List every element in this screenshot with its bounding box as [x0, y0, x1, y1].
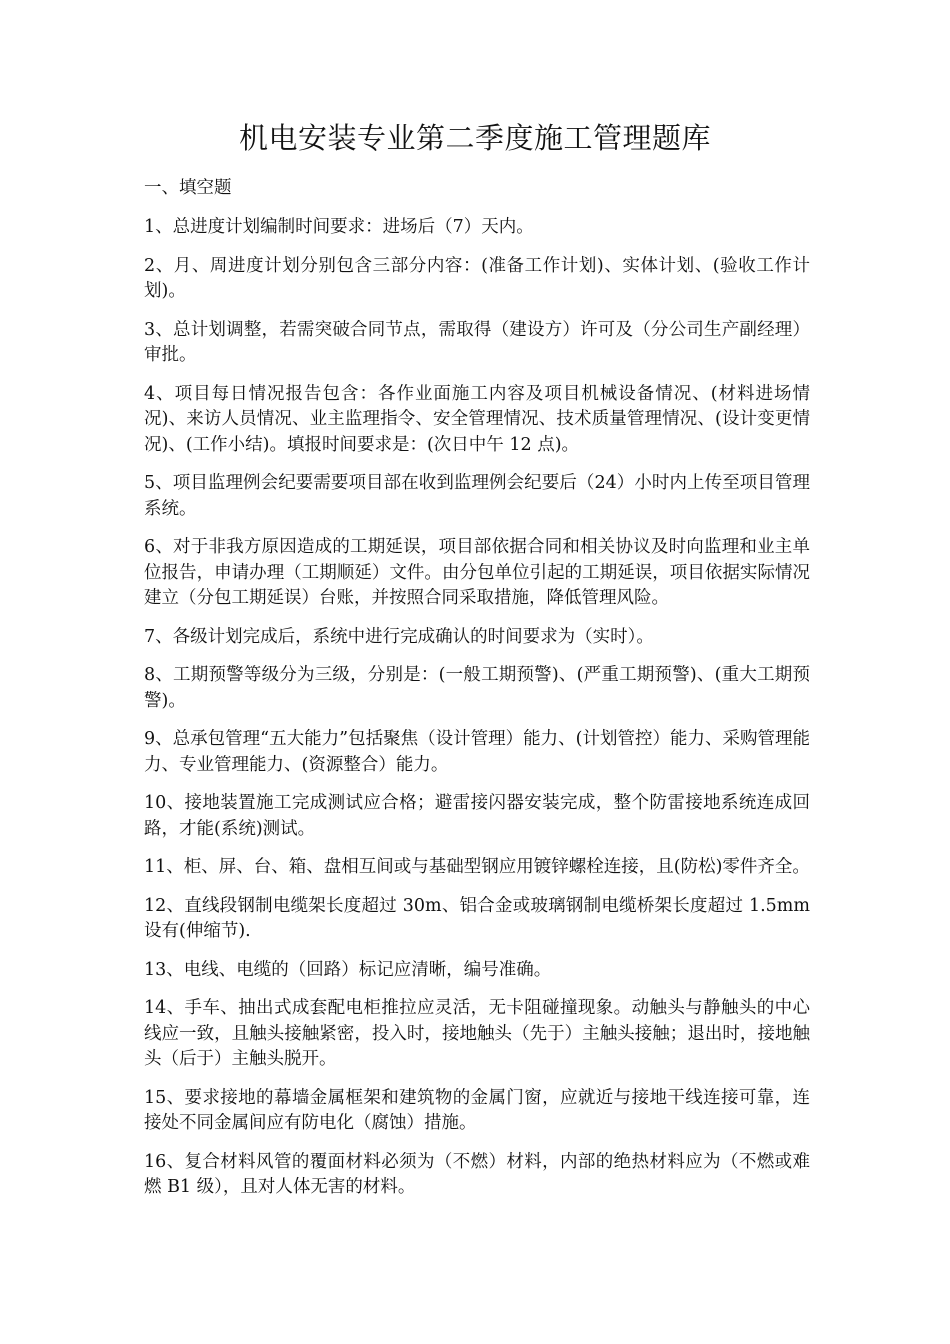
document-title: 机电安装专业第二季度施工管理题库 [238, 121, 711, 155]
question-2: 2、月、周进度计划分别包含三部分内容：(准备工作计划)、实体计划、(验收工作计划)。 [144, 255, 810, 301]
question-4: 4、项目每日情况报告包含：各作业面施工内容及项目机械设备情况、(材料进场情况)、来访人员情况、业主监理指令、安全管理情况、技术质量管理情况、(设计变更情况)、(工作小结)。填报时间要求是：(次日中午 12 点)。 [144, 383, 810, 455]
question-3: 3、总计划调整，若需突破合同节点，需取得（建设方）许可及（分公司生产副经理）审批。 [144, 319, 810, 365]
document-body [144, 176, 810, 1214]
question-8: 8、工期预警等级分为三级，分别是：(一般工期预警)、(严重工期预警)、(重大工期预警)。 [144, 665, 810, 711]
question-13: 13、电线、电缆的（回路）标记应清晰，编号准确。 [144, 959, 552, 980]
question-11: 11、柜、屏、台、箱、盘相互间或与基础型钢应用镀锌螺栓连接，且(防松)零件齐全。 [144, 857, 810, 877]
question-9: 9、总承包管理“五大能力”包括聚焦（设计管理）能力、(计划管控）能力、采购管理能力、专业管理能力、(资源整合）能力。 [144, 729, 810, 775]
question-10: 10、接地装置施工完成测试应合格；避雷接闪器安装完成，整个防雷接地系统连成回路，才能(系统)测试。 [144, 793, 810, 839]
section-heading: 一、填空题 [144, 178, 232, 198]
question-14: 14、手车、抽出式成套配电柜推拉应灵活，无卡阻碰撞现象。动触头与静触头的中心线应一致，且触头接触紧密，投入时，接地触头（先于）主触头接触；退出时，接地触头（后于）主触头脱开。 [144, 998, 810, 1069]
question-1: 1、总进度计划编制时间要求：进场后（7）天内。 [144, 217, 534, 237]
question-16: 16、复合材料风管的覆面材料必须为（不燃）材料，内部的绝热材料应为（不燃或难燃 B1 级），且对人体无害的材料。 [144, 1151, 810, 1197]
question-12: 12、直线段钢制电缆架长度超过 30m、铝合金或玻璃钢制电缆桥架长度超过 1.5mm 设有(伸缩节). [144, 895, 810, 941]
question-15: 15、要求接地的幕墙金属框架和建筑物的金属门窗，应就近与接地干线连接可靠，连接处不同金属间应有防电化（腐蚀）措施。 [144, 1087, 810, 1133]
question-6: 6、对于非我方原因造成的工期延误，项目部依据合同和相关协议及时向监理和业主单位报告，申请办理（工期顺延）文件。由分包单位引起的工期延误，项目依据实际情况建立（分包工期延误）台账，并按照合同采取措施，降低管理风险。 [144, 537, 810, 608]
question-5: 5、项目监理例会纪要需要项目部在收到监理例会纪要后（24）小时内上传至项目管理系统。 [144, 473, 810, 519]
question-7: 7、各级计划完成后，系统中进行完成确认的时间要求为（实时）。 [144, 626, 654, 647]
